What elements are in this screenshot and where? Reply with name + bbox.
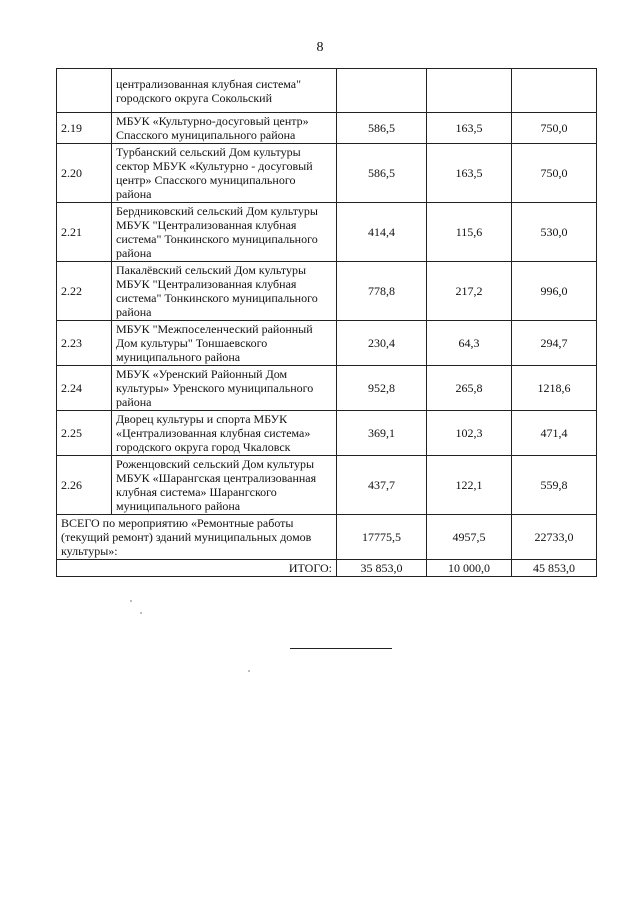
value-cell-2: 163,5 <box>427 113 512 144</box>
total-value-1: 35 853,0 <box>337 560 427 577</box>
subtotal-value-2: 4957,5 <box>427 515 512 560</box>
value-cell <box>337 69 427 113</box>
value-cell-3: 471,4 <box>512 411 597 456</box>
table-row <box>57 321 597 366</box>
scan-speck <box>130 600 132 602</box>
value-cell-2: 163,5 <box>427 144 512 203</box>
value-cell-2: 217,2 <box>427 262 512 321</box>
subtotal-row <box>57 515 597 560</box>
total-value-2: 10 000,0 <box>427 560 512 577</box>
value-cell-3: 530,0 <box>512 203 597 262</box>
table-row <box>57 113 597 144</box>
value-cell <box>427 69 512 113</box>
row-number-cell: 2.25 <box>57 411 112 456</box>
row-number-cell: 2.23 <box>57 321 112 366</box>
row-name-cell: Роженцовский сельский Дом культуры МБУК «Шарангская централизованная клубная система» Шарангского муниципального района <box>112 456 337 515</box>
subtotal-value-3: 22733,0 <box>512 515 597 560</box>
table-row <box>57 262 597 321</box>
value-cell-2: 115,6 <box>427 203 512 262</box>
row-number-cell: 2.19 <box>57 113 112 144</box>
scan-speck <box>140 612 142 614</box>
value-cell-2: 122,1 <box>427 456 512 515</box>
page-number: 8 <box>316 40 324 55</box>
row-name-cell: Бердниковский сельский Дом культуры МБУК "Централизованная клубная система" Тонкинского муниципального района <box>112 203 337 262</box>
value-cell-3: 750,0 <box>512 113 597 144</box>
value-cell <box>512 69 597 113</box>
value-cell-1: 586,5 <box>337 113 427 144</box>
value-cell-1: 778,8 <box>337 262 427 321</box>
total-label: ИТОГО: <box>57 560 337 577</box>
funding-table <box>56 68 597 577</box>
total-value-3: 45 853,0 <box>512 560 597 577</box>
table-row <box>57 411 597 456</box>
subtotal-label: ВСЕГО по мероприятию «Ремонтные работы (текущий ремонт) зданий муниципальных домов культуры»: <box>57 515 337 560</box>
table-row <box>57 456 597 515</box>
row-name-cell: МБУК «Уренский Районный Дом культуры» Уренского муниципального района <box>112 366 337 411</box>
value-cell-2: 265,8 <box>427 366 512 411</box>
total-row <box>57 560 597 577</box>
row-name-cell: МБУК «Культурно-досуговый центр» Спасского муниципального района <box>112 113 337 144</box>
row-number-cell: 2.20 <box>57 144 112 203</box>
row-number-cell: 2.26 <box>57 456 112 515</box>
value-cell-1: 414,4 <box>337 203 427 262</box>
value-cell-1: 369,1 <box>337 411 427 456</box>
value-cell-2: 64,3 <box>427 321 512 366</box>
scan-speck <box>248 670 250 672</box>
value-cell-2: 102,3 <box>427 411 512 456</box>
table-row <box>57 144 597 203</box>
value-cell-1: 586,5 <box>337 144 427 203</box>
value-cell-3: 294,7 <box>512 321 597 366</box>
row-number-cell <box>57 69 112 113</box>
row-number-cell: 2.22 <box>57 262 112 321</box>
value-cell-1: 437,7 <box>337 456 427 515</box>
value-cell-1: 952,8 <box>337 366 427 411</box>
value-cell-3: 996,0 <box>512 262 597 321</box>
row-name-cell: Турбанский сельский Дом культуры сектор МБУК «Культурно - досуговый центр» Спасского муниципального района <box>112 144 337 203</box>
table-row <box>57 203 597 262</box>
row-name-cell: Пакалёвский сельский Дом культуры МБУК "Централизованная клубная система" Тонкинского муниципального района <box>112 262 337 321</box>
table-row-continuation <box>57 69 597 113</box>
row-number-cell: 2.24 <box>57 366 112 411</box>
value-cell-3: 1218,6 <box>512 366 597 411</box>
row-name-cell: Дворец культуры и спорта МБУК «Централизованная клубная система» городского округа город Чкаловск <box>112 411 337 456</box>
row-number-cell: 2.21 <box>57 203 112 262</box>
value-cell-3: 559,8 <box>512 456 597 515</box>
row-name-cell: централизованная клубная система" городского округа Сокольский <box>112 69 337 113</box>
subtotal-value-1: 17775,5 <box>337 515 427 560</box>
row-name-cell: МБУК "Межпоселенческий районный Дом культуры" Тоншаевского муниципального района <box>112 321 337 366</box>
closing-divider-line <box>290 648 392 649</box>
value-cell-1: 230,4 <box>337 321 427 366</box>
table-row <box>57 366 597 411</box>
value-cell-3: 750,0 <box>512 144 597 203</box>
